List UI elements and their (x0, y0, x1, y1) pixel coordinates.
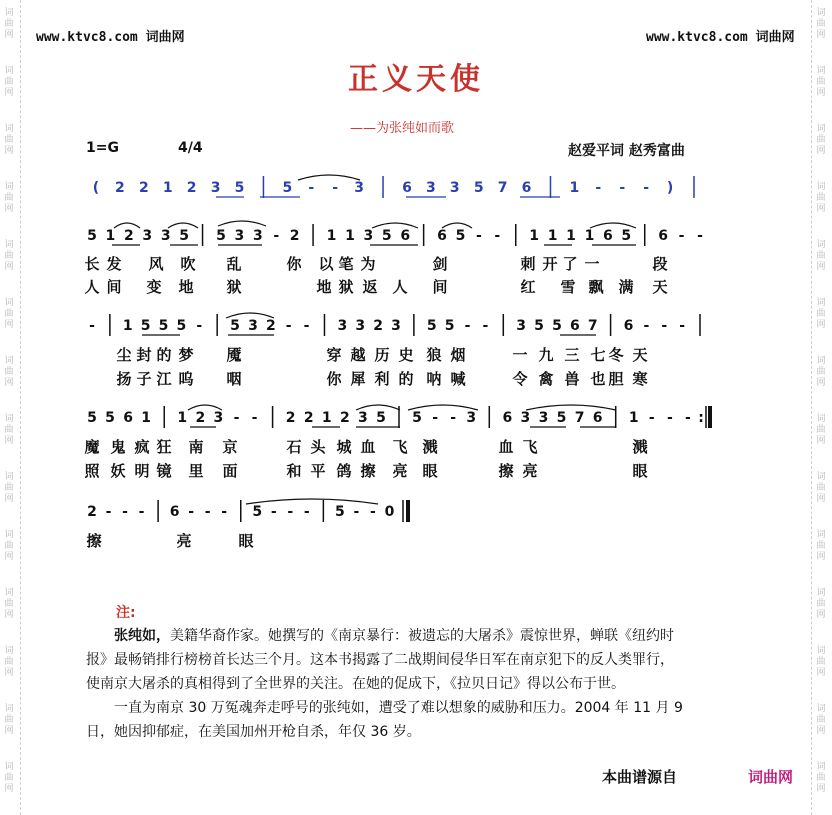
lyric-char: 以 (318, 255, 334, 273)
repeat-dots: : (698, 410, 704, 426)
note-p2-line2: 日，她因抑郁症，在美国加州开枪自杀，年仅 36 岁。 (86, 724, 421, 740)
score-note: 6 (592, 410, 603, 426)
score-note: 2 (138, 180, 149, 196)
lyric-char: 历 (374, 346, 390, 364)
score-note: 5 (87, 228, 97, 244)
score-note: 5 (473, 180, 484, 196)
score-note: 7 (574, 410, 585, 426)
lyric-char: 喊 (450, 370, 466, 388)
hold-dash: - (464, 318, 471, 334)
hold-dash: - (476, 228, 482, 244)
lyric-char: 间 (106, 278, 122, 296)
lyric-char: 你 (286, 255, 302, 273)
hold-dash: - (370, 504, 376, 520)
score-note: 6 (658, 228, 669, 244)
lyric-char: 间 (432, 278, 448, 296)
lyric-char: 子 (136, 370, 152, 388)
song-subtitle: ——为张纯如而歌 (350, 121, 455, 136)
score-note: 3 (234, 228, 245, 244)
lyric-char: 血 (360, 438, 376, 456)
score-note: 2 (87, 504, 97, 520)
score-note: 6 (400, 228, 411, 244)
lyric-char: 江 (156, 370, 172, 388)
score-note: 1 (547, 228, 558, 244)
score-note: 3 (160, 228, 171, 244)
lyric-char: 一 (512, 346, 528, 364)
score-note: 6 (623, 318, 634, 334)
score-note: 1 (105, 228, 116, 244)
hold-dash: - (273, 228, 280, 244)
lyric-char: 亮 (392, 462, 408, 480)
watermark-glyph: 词 曲 网 (816, 8, 826, 40)
lyric-char: 面 (222, 462, 238, 480)
paren: ) (666, 180, 674, 196)
hold-dash: - (270, 504, 277, 520)
note-label: 注: (116, 605, 136, 621)
lyric-char: 犀 (350, 370, 366, 388)
score-note: 2 (195, 410, 206, 426)
score-note: 0 (384, 504, 395, 520)
lyric-char: 城 (336, 438, 352, 456)
hold-dash: - (332, 180, 339, 196)
lyric-char: 雪 (560, 278, 576, 296)
lyric-char: 尘 (116, 346, 132, 364)
score-note: 6 (521, 180, 532, 196)
score-note: 2 (123, 228, 134, 244)
score-note: 6 (169, 504, 180, 520)
score-note: 5 (556, 410, 567, 426)
score-note: 5 (140, 318, 151, 334)
watermark-glyph: 词 曲 网 (816, 240, 826, 272)
watermark-glyph: 词 曲 网 (4, 646, 14, 678)
hold-dash: - (661, 318, 668, 334)
lyric-char: 和 (286, 462, 302, 480)
score-note: 7 (497, 180, 508, 196)
score-note: 2 (285, 410, 296, 426)
hold-dash: - (303, 318, 310, 334)
hold-dash: - (685, 410, 691, 426)
score-note: 5 (230, 318, 240, 334)
watermark-glyph: 词 曲 网 (816, 66, 826, 98)
score-note: 1 (566, 228, 576, 244)
lyric-char: 鬼 (110, 438, 126, 456)
score-note: 1 (584, 228, 595, 244)
score-note: 5 (381, 228, 392, 244)
lyric-char: 为 (360, 255, 376, 273)
score-note: 3 (248, 318, 258, 334)
lyric-char: 烟 (450, 346, 466, 364)
lyric-char: 段 (652, 255, 668, 273)
watermark-glyph: 词 曲 网 (4, 298, 14, 330)
lyric-char: 狱 (226, 278, 242, 296)
lyric-char: 了 (562, 255, 578, 273)
lyric-char: 呜 (178, 370, 194, 388)
lyric-char: 吹 (180, 255, 196, 273)
score-note: 6 (402, 180, 412, 196)
lyric-char: 溅 (632, 438, 648, 456)
header-site-left: www.ktvc8.com 词曲网 (36, 30, 185, 45)
score-note: 3 (210, 180, 221, 196)
watermark-glyph: 词 曲 网 (816, 646, 826, 678)
score-note: 3 (252, 228, 263, 244)
score-note: 3 (466, 410, 477, 426)
watermark-glyph: 词 曲 网 (816, 182, 826, 214)
lyric-char: 七 (590, 346, 606, 364)
lyric-char: 扬 (116, 370, 132, 388)
slur-mark (298, 175, 360, 180)
score-note: 3 (213, 410, 224, 426)
hold-dash: - (287, 504, 294, 520)
lyric-char: 的 (398, 370, 414, 388)
score-note: 5 (426, 318, 437, 334)
credits: 赵爱平词 赵秀富曲 (568, 143, 685, 159)
score-note: 3 (142, 228, 153, 244)
lyric-char: 三 (564, 346, 580, 364)
lyric-char: 呐 (426, 370, 442, 388)
score-note: 5 (176, 318, 187, 334)
lyric-char: 平 (310, 462, 326, 480)
score-note: 2 (115, 180, 125, 196)
score-note: 1 (326, 228, 337, 244)
lyric-char: 血 (498, 438, 514, 456)
score-note: 5 (412, 410, 422, 426)
hold-dash: - (196, 318, 203, 334)
watermark-glyph: 词 曲 网 (4, 704, 14, 736)
lyric-char: 史 (398, 346, 414, 364)
lyric-char: 里 (188, 462, 204, 480)
score-note: 2 (373, 318, 383, 334)
hold-dash: - (233, 410, 240, 426)
score-note: 3 (391, 318, 401, 334)
lyric-char: 狂 (156, 438, 172, 456)
lyric-char: 刺 (520, 255, 536, 273)
lyric-char: 满 (618, 278, 634, 296)
note-paragraph-1 (86, 624, 746, 648)
lyric-char: 变 (146, 278, 162, 296)
lyric-char: 眼 (422, 462, 438, 480)
hold-dash: - (353, 504, 360, 520)
score-note: 6 (603, 228, 613, 244)
hold-dash: - (595, 180, 602, 196)
score-note: 2 (339, 410, 350, 426)
watermark-glyph: 词 曲 网 (816, 298, 826, 330)
score-note: 6 (123, 410, 133, 426)
lyric-char: 人 (392, 278, 408, 296)
watermark-glyph: 词 曲 网 (4, 124, 14, 156)
lyric-char: 擦 (360, 462, 376, 480)
lyric-char: 笔 (338, 255, 354, 273)
watermark-glyph: 词 曲 网 (4, 240, 14, 272)
time-signature: 4/4 (178, 140, 203, 156)
hold-dash: - (188, 504, 195, 520)
hold-dash: - (251, 410, 258, 426)
score-note: 3 (355, 318, 366, 334)
lyric-char: 魔 (84, 438, 100, 456)
lyric-char: 照 (84, 462, 100, 480)
watermark-glyph: 词 曲 网 (816, 762, 826, 794)
score-note: 3 (538, 410, 549, 426)
score-note: 6 (437, 228, 447, 244)
paren: ( (92, 180, 100, 196)
lyric-char: 天 (652, 278, 668, 296)
lyric-char: 兽 (564, 370, 580, 388)
lyric-char: 越 (350, 346, 366, 364)
lyric-char: 开 (542, 255, 558, 273)
watermark-glyph: 词 曲 网 (816, 588, 826, 620)
lyric-char: 天 (632, 346, 648, 364)
score-note: 1 (628, 410, 639, 426)
watermark-glyph: 词 曲 网 (816, 472, 826, 504)
lyric-char: 擦 (498, 462, 514, 480)
hold-dash: - (643, 180, 650, 196)
watermark-glyph: 词 曲 网 (816, 124, 826, 156)
lyric-char: 眼 (238, 532, 254, 550)
lyric-char: 亮 (176, 532, 192, 550)
hold-dash: - (648, 410, 655, 426)
hold-dash: - (666, 410, 673, 426)
lyric-char: 禽 (538, 370, 554, 388)
hold-dash: - (89, 318, 95, 334)
lyric-char: 妖 (110, 462, 126, 480)
lyric-char: 狱 (338, 278, 354, 296)
lyric-char: 也 (590, 370, 606, 388)
score-note: 1 (162, 180, 173, 196)
watermark-glyph: 词 曲 网 (4, 762, 14, 794)
watermark-glyph: 词 曲 网 (816, 530, 826, 562)
hold-dash: - (697, 228, 703, 244)
lyric-char: 乱 (226, 255, 242, 273)
lyric-char: 的 (156, 346, 172, 364)
lyric-char: 明 (134, 462, 150, 480)
score-note: 6 (569, 318, 580, 334)
lyric-char: 一 (584, 255, 600, 273)
lyric-char: 咽 (226, 370, 242, 388)
lyric-char: 长 (84, 255, 100, 273)
lyric-char: 发 (106, 255, 122, 273)
score-note: 5 (552, 318, 562, 334)
note-p1-line3: 使南京大屠杀的真相得到了全世界的关注。在她的促成下，《拉贝日记》得以公布于世。 (86, 676, 625, 692)
note-person-name: 张纯如， (114, 628, 170, 644)
lyric-char: 溅 (422, 438, 438, 456)
hold-dash: - (221, 504, 228, 520)
score-note: 3 (426, 180, 436, 196)
lyric-char: 你 (326, 370, 342, 388)
lyric-char: 飘 (588, 278, 604, 296)
lyric-char: 红 (520, 278, 536, 296)
score-note: 2 (289, 228, 300, 244)
score-note: 5 (179, 228, 189, 244)
lyric-char: 利 (374, 370, 390, 388)
score-note: 1 (321, 410, 332, 426)
score-note: 5 (455, 228, 466, 244)
hold-dash: - (138, 504, 145, 520)
hold-dash: - (285, 318, 292, 334)
watermark-glyph: 词 曲 网 (4, 588, 14, 620)
hold-dash: - (105, 504, 112, 520)
lyric-char: 飞 (392, 438, 408, 456)
score-note: 1 (345, 228, 355, 244)
hold-dash: - (303, 504, 310, 520)
song-title: 正义天使 (348, 62, 484, 97)
score-note: 3 (358, 410, 368, 426)
score-note: 3 (449, 180, 460, 196)
score-note: 5 (282, 180, 293, 196)
score-note: 5 (534, 318, 544, 334)
score-note: 5 (444, 318, 455, 334)
lyric-char: 风 (148, 255, 164, 273)
watermark-glyph: 词 曲 网 (816, 414, 826, 446)
hold-dash: - (432, 410, 439, 426)
lyric-char: 眼 (632, 462, 648, 480)
header-site-right: www.ktvc8.com 词曲网 (646, 30, 795, 45)
hold-dash: - (643, 318, 650, 334)
note-p1-line1: 美籍华裔作家。她撰写的《南京暴行：被遗忘的大屠杀》震惊世界，蝉联《纽约时 (170, 628, 674, 644)
note-p1-line2: 报》最畅销排行榜榜首长达三个月。这本书揭露了二战期间侵华日军在南京犯下的反人类罪行， (86, 652, 674, 668)
score-note: 5 (335, 504, 345, 520)
score-note: 6 (502, 410, 513, 426)
score-note: 2 (303, 410, 314, 426)
lyric-char: 疯 (134, 438, 150, 456)
lyric-char: 擦 (86, 532, 102, 550)
watermark-glyph: 词 曲 网 (4, 182, 14, 214)
lyric-char: 狼 (426, 346, 442, 364)
hold-dash: - (678, 228, 685, 244)
key-signature: 1=G (86, 140, 119, 156)
score-note: 3 (337, 318, 348, 334)
score-note: 5 (376, 410, 386, 426)
lyric-char: 亮 (522, 462, 538, 480)
watermark-glyph: 词 曲 网 (4, 356, 14, 388)
score-note: 3 (354, 180, 364, 196)
lyric-char: 返 (362, 278, 378, 296)
slur-mark (218, 221, 266, 226)
lyric-char: 令 (512, 370, 528, 388)
score-note: 5 (105, 410, 115, 426)
lyric-char: 京 (222, 438, 238, 456)
score-note: 1 (569, 180, 580, 196)
hold-dash: - (204, 504, 211, 520)
source-label: 本曲谱源自 (602, 768, 678, 786)
lyric-char: 冬 (608, 346, 624, 364)
score-note: 2 (265, 318, 276, 334)
score-note: 1 (141, 410, 152, 426)
watermark-glyph: 词 曲 网 (4, 414, 14, 446)
hold-dash: - (482, 318, 489, 334)
lyric-char: 头 (310, 438, 326, 456)
lyric-char: 穿 (326, 346, 342, 364)
lyric-char: 封 (136, 346, 152, 364)
lyric-char: 南 (188, 438, 204, 456)
lyric-char: 地 (316, 278, 332, 296)
score-note: 1 (122, 318, 133, 334)
lyric-char: 胆 (608, 370, 624, 388)
lyric-char: 魇 (226, 346, 242, 364)
hold-dash: - (308, 180, 315, 196)
lyric-char: 鸽 (336, 462, 352, 480)
watermark-glyph: 词 曲 网 (816, 704, 826, 736)
hold-dash: - (494, 228, 501, 244)
score-note: 1 (529, 228, 540, 244)
watermark-glyph: 词 曲 网 (4, 472, 14, 504)
watermark-glyph: 词 曲 网 (4, 66, 14, 98)
lyric-char: 寒 (632, 370, 648, 388)
lyric-char: 镜 (156, 462, 172, 480)
hold-dash: - (122, 504, 128, 520)
lyric-char: 飞 (522, 438, 538, 456)
watermark-glyph: 词 曲 网 (4, 530, 14, 562)
score-note: 1 (177, 410, 188, 426)
lyric-char: 人 (84, 278, 100, 296)
hold-dash: - (679, 318, 686, 334)
score-note: 3 (363, 228, 374, 244)
score-note: 2 (186, 180, 197, 196)
score-note: 5 (234, 180, 245, 196)
hold-dash: - (619, 180, 626, 196)
watermark-glyph: 词 曲 网 (4, 8, 14, 40)
watermark-glyph: 词 曲 网 (816, 356, 826, 388)
note-p2-line1: 一直为南京 30 万冤魂奔走呼号的张纯如，遭受了难以想象的威胁和压力。2004 年 11 月 9 (114, 700, 683, 716)
lyric-char: 地 (178, 278, 194, 296)
lyric-char: 九 (538, 346, 554, 364)
lyric-char: 石 (286, 438, 302, 456)
score-note: 5 (87, 410, 97, 426)
score-note: 5 (621, 228, 632, 244)
score-note: 7 (587, 318, 598, 334)
footer-site-link[interactable]: 词曲网 (748, 768, 794, 786)
slur-mark (372, 223, 418, 228)
score-note: 5 (252, 504, 263, 520)
score-note: 5 (158, 318, 169, 334)
lyric-char: 梦 (178, 346, 194, 364)
score-note: 3 (520, 410, 531, 426)
hold-dash: - (450, 410, 457, 426)
score-note: 3 (516, 318, 527, 334)
score-note: 5 (216, 228, 226, 244)
lyric-char: 剑 (432, 255, 448, 273)
